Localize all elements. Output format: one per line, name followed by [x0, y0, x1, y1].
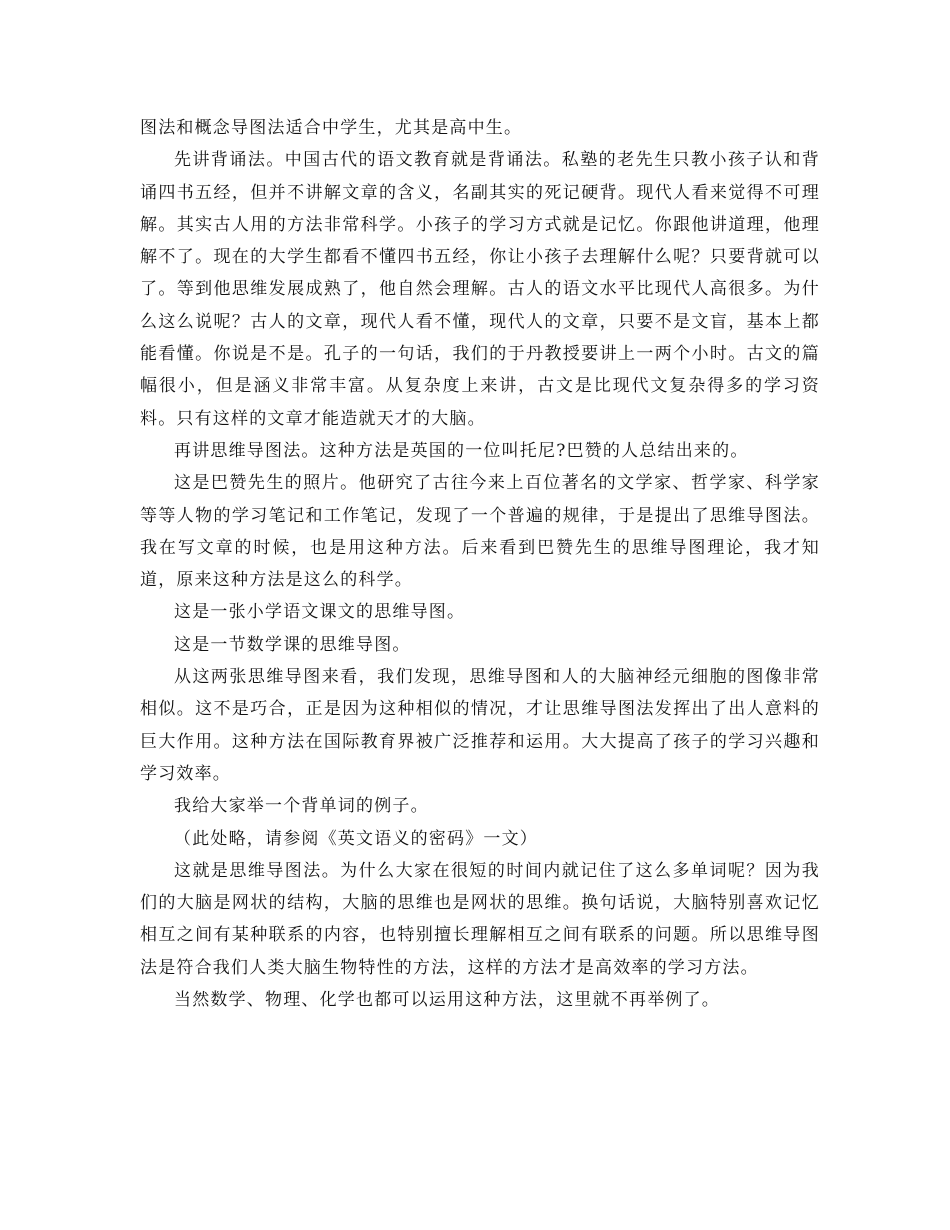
document-body [140, 112, 820, 1016]
paragraph-6: 这是一节数学课的思维导图。 [174, 634, 411, 655]
paragraph-9: （此处略，请参阅《英文语义的密码》一文） [174, 828, 538, 849]
paragraph-7: 从这两张思维导图来看，我们发现，思维导图和人的大脑神经元细胞的图像非常相似。这不是巧合，正是因为这种相似的情况，才让思维导图法发挥出了出人意料的巨大作用。这种方法在国际教育界被广泛推荐和运用。大大提高了孩子的学习兴趣和学习效率。 [140, 667, 820, 784]
paragraph-2: 先讲背诵法。中国古代的语文教育就是背诵法。私塾的老先生只教小孩子认和背诵四书五经，但并不讲解文章的含义，名副其实的死记硬背。现代人看来觉得不可理解。其实古人用的方法非常科学。小孩子的学习方式就是记忆。你跟他讲道理，他理解不了。现在的大学生都看不懂四书五经，你让小孩子去理解什么呢？只要背就可以了。等到他思维发展成熟了，他自然会理解。古人的语文水平比现代人高很多。为什么这么说呢？古人的文章，现代人看不懂，现代人的文章，只要不是文盲，基本上都能看懂。你说是不是。孔子的一句话，我们的于丹教授要讲上一两个小时。古文的篇幅很小，但是涵义非常丰富。从复杂度上来讲，古文是比现代文复杂得多的学习资料。只有这样的文章才能造就天才的大脑。 [140, 150, 820, 429]
paragraph-11: 当然数学、物理、化学也都可以运用这种方法，这里就不再举例了。 [174, 990, 720, 1011]
paragraph-5: 这是一张小学语文课文的思维导图。 [174, 602, 466, 623]
paragraph-10: 这就是思维导图法。为什么大家在很短的时间内就记住了这么多单词呢？因为我们的大脑是网状的结构，大脑的思维也是网状的思维。换句话说，大脑特别喜欢记忆相互之间有某种联系的内容，也特别擅长理解相互之间有联系的问题。所以思维导图法是符合我们人类大脑生物特性的方法，这样的方法才是高效率的学习方法。 [140, 860, 820, 978]
paragraph-4: 这是巴赞先生的照片。他研究了古往今来上百位著名的文学家、哲学家、科学家等等人物的学习笔记和工作笔记，发现了一个普遍的规律，于是提出了思维导图法。我在写文章的时候，也是用这种方法。后来看到巴赞先生的思维导图理论，我才知道，原来这种方法是这么的科学。 [140, 473, 820, 591]
paragraph-1: 图法和概念导图法适合中学生，尤其是高中生。 [140, 118, 523, 138]
paragraph-8: 我给大家举一个背单词的例子。 [174, 796, 429, 817]
paragraph-3: 再讲思维导图法。这种方法是英国的一位叫托尼?巴赞的人总结出来的。 [174, 440, 749, 461]
